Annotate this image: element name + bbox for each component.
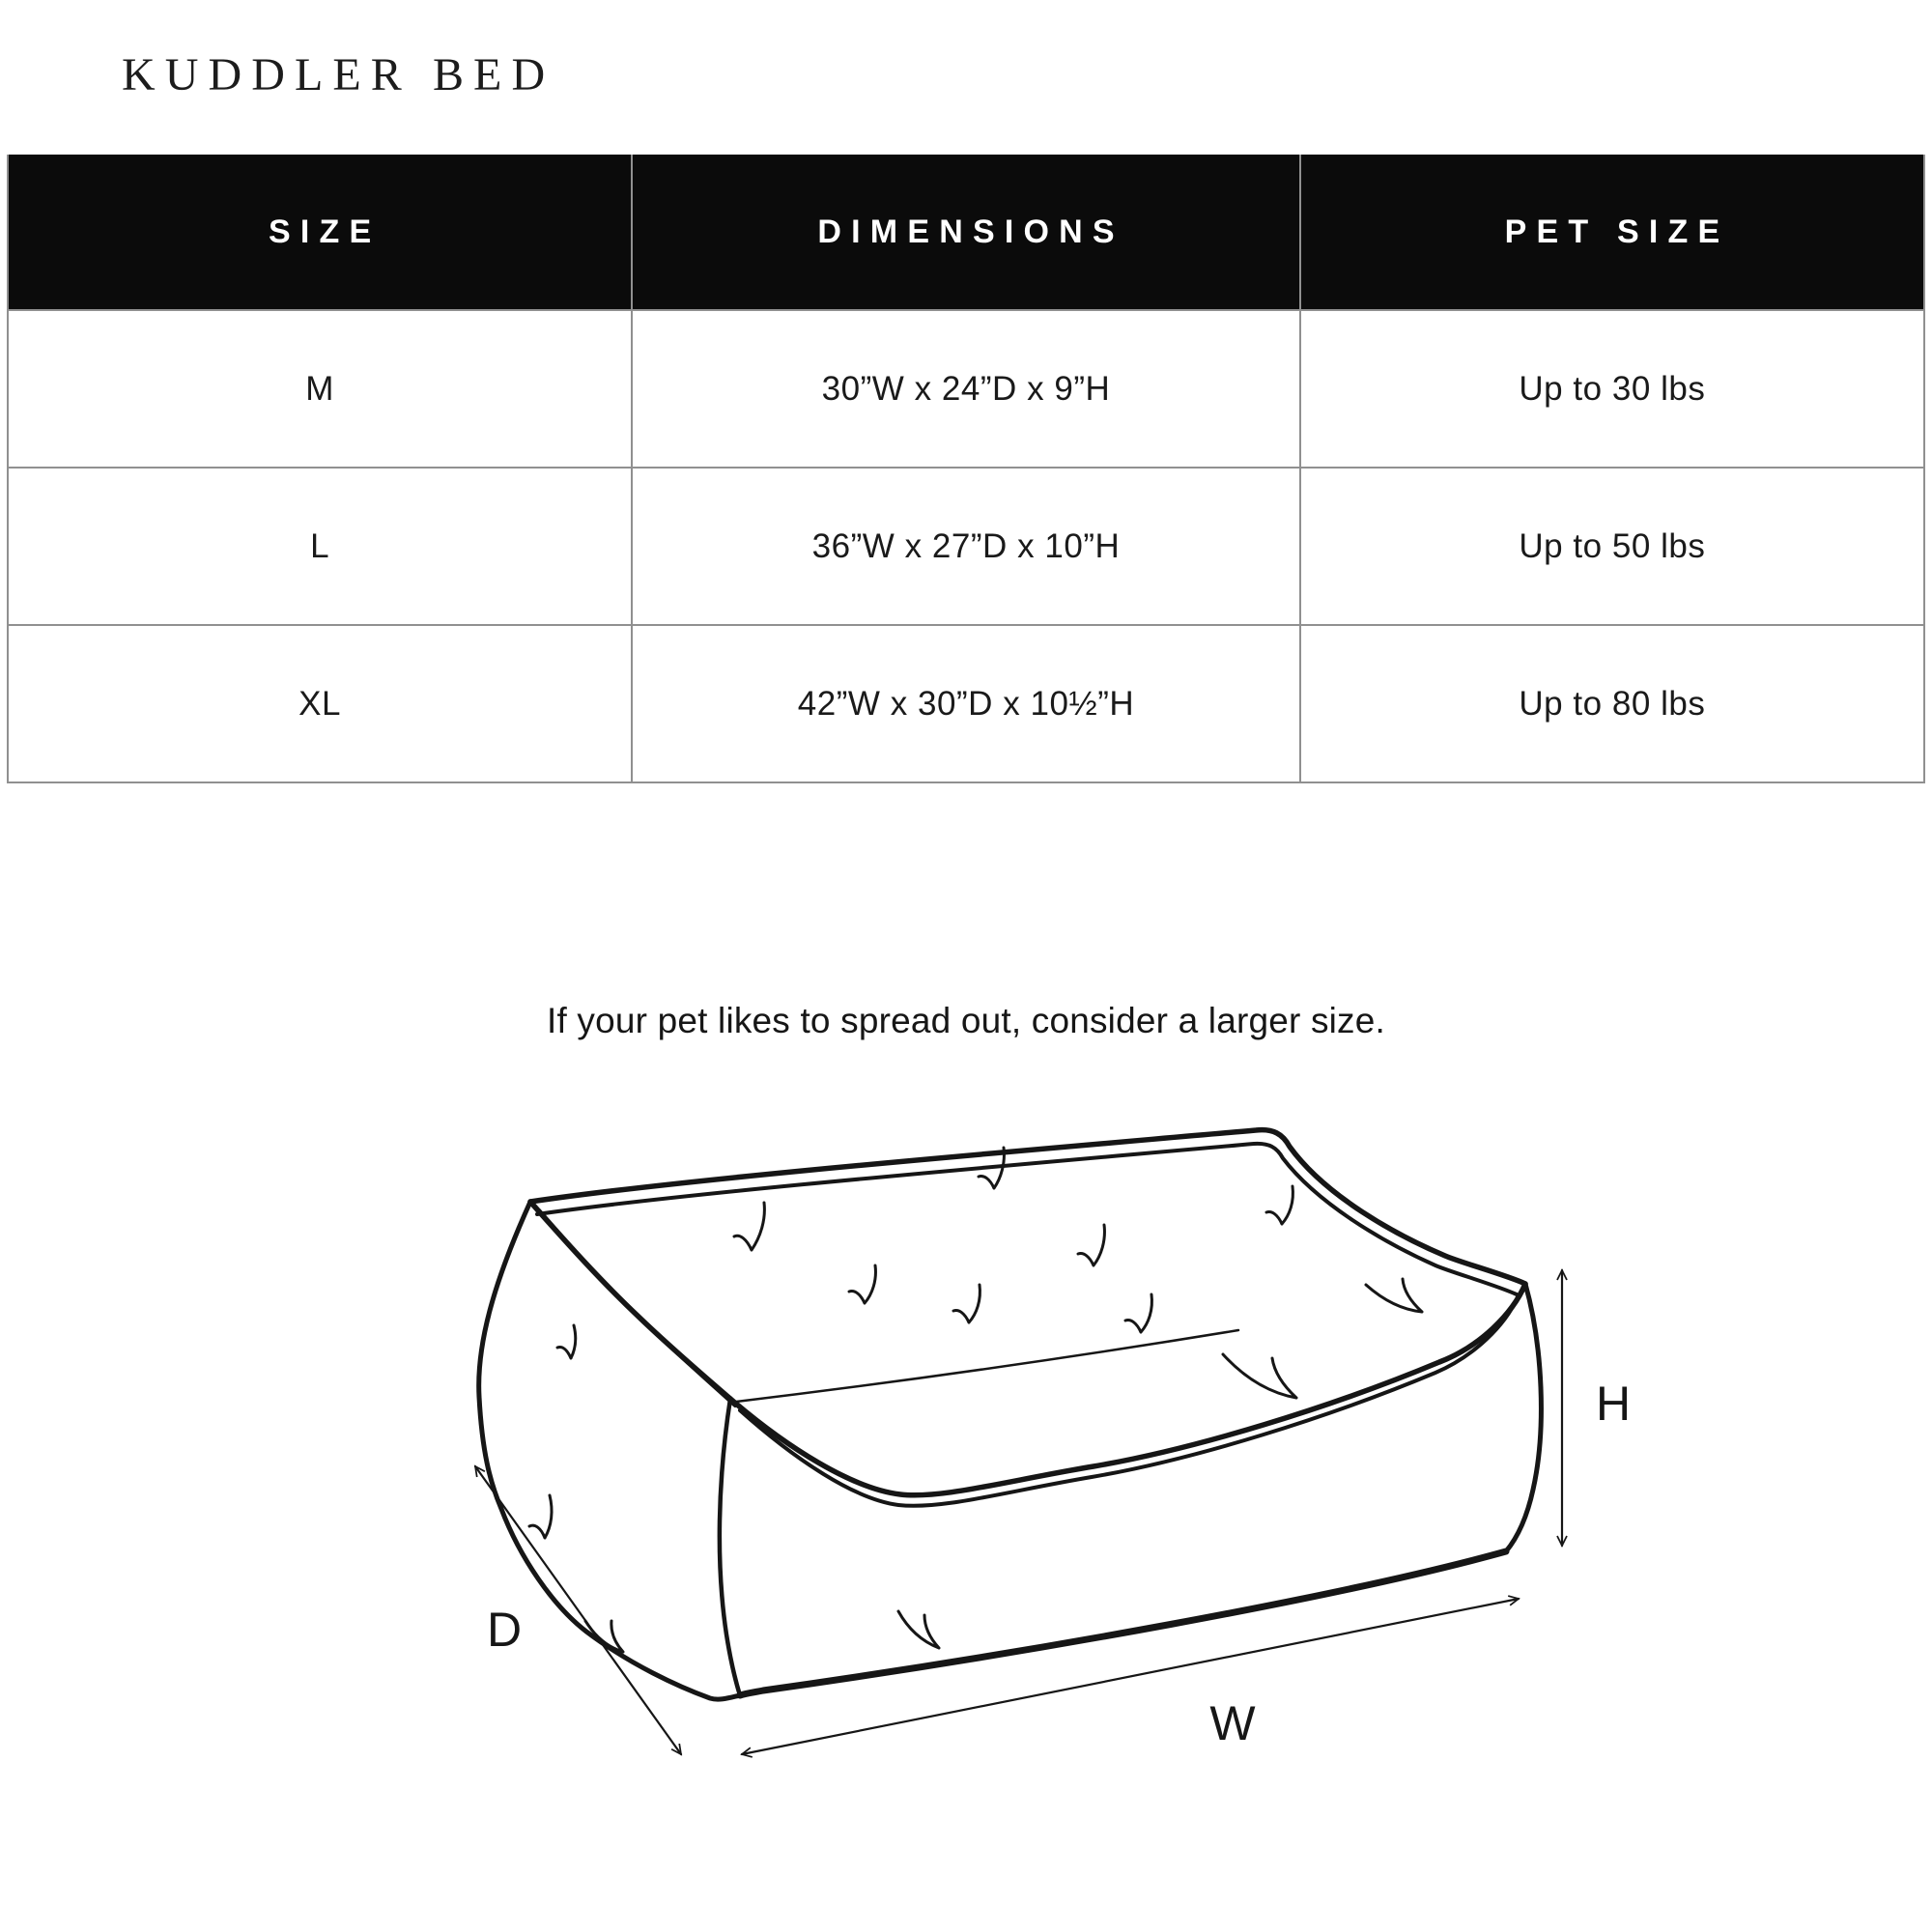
table-cell-size-xl: XL xyxy=(9,624,633,781)
bed-outline xyxy=(479,1130,1542,1699)
fabric-tuft-marks xyxy=(529,1148,1422,1652)
bed-diagram xyxy=(357,1111,1632,1806)
sizing-note: If your pet likes to spread out, consider a larger size. xyxy=(547,1001,1385,1040)
bed-sketch-svg xyxy=(357,1111,1632,1806)
table-cell-dimensions-m: 30”W x 24”D x 9”H xyxy=(633,309,1301,467)
dimension-arrows xyxy=(475,1270,1562,1754)
table-header-dimensions: DIMENSIONS xyxy=(633,155,1301,309)
table-cell-size-l: L xyxy=(9,467,633,624)
table-cell-pet-size-m: Up to 30 lbs xyxy=(1301,309,1923,467)
table-header-pet-size: PET SIZE xyxy=(1301,155,1923,309)
table-cell-pet-size-xl: Up to 80 lbs xyxy=(1301,624,1923,781)
table-cell-size-m: M xyxy=(9,309,633,467)
table-cell-pet-size-l: Up to 50 lbs xyxy=(1301,467,1923,624)
page-title: KUDDLER BED xyxy=(122,49,555,100)
height-label: H xyxy=(1595,1377,1632,1431)
depth-label: D xyxy=(486,1603,523,1657)
table-cell-dimensions-l: 36”W x 27”D x 10”H xyxy=(633,467,1301,624)
table-header-size: SIZE xyxy=(9,155,633,309)
table-cell-dimensions-xl: 42”W x 30”D x 10½”H xyxy=(633,624,1301,781)
width-label: W xyxy=(1209,1696,1256,1750)
size-chart-table xyxy=(7,155,1925,783)
